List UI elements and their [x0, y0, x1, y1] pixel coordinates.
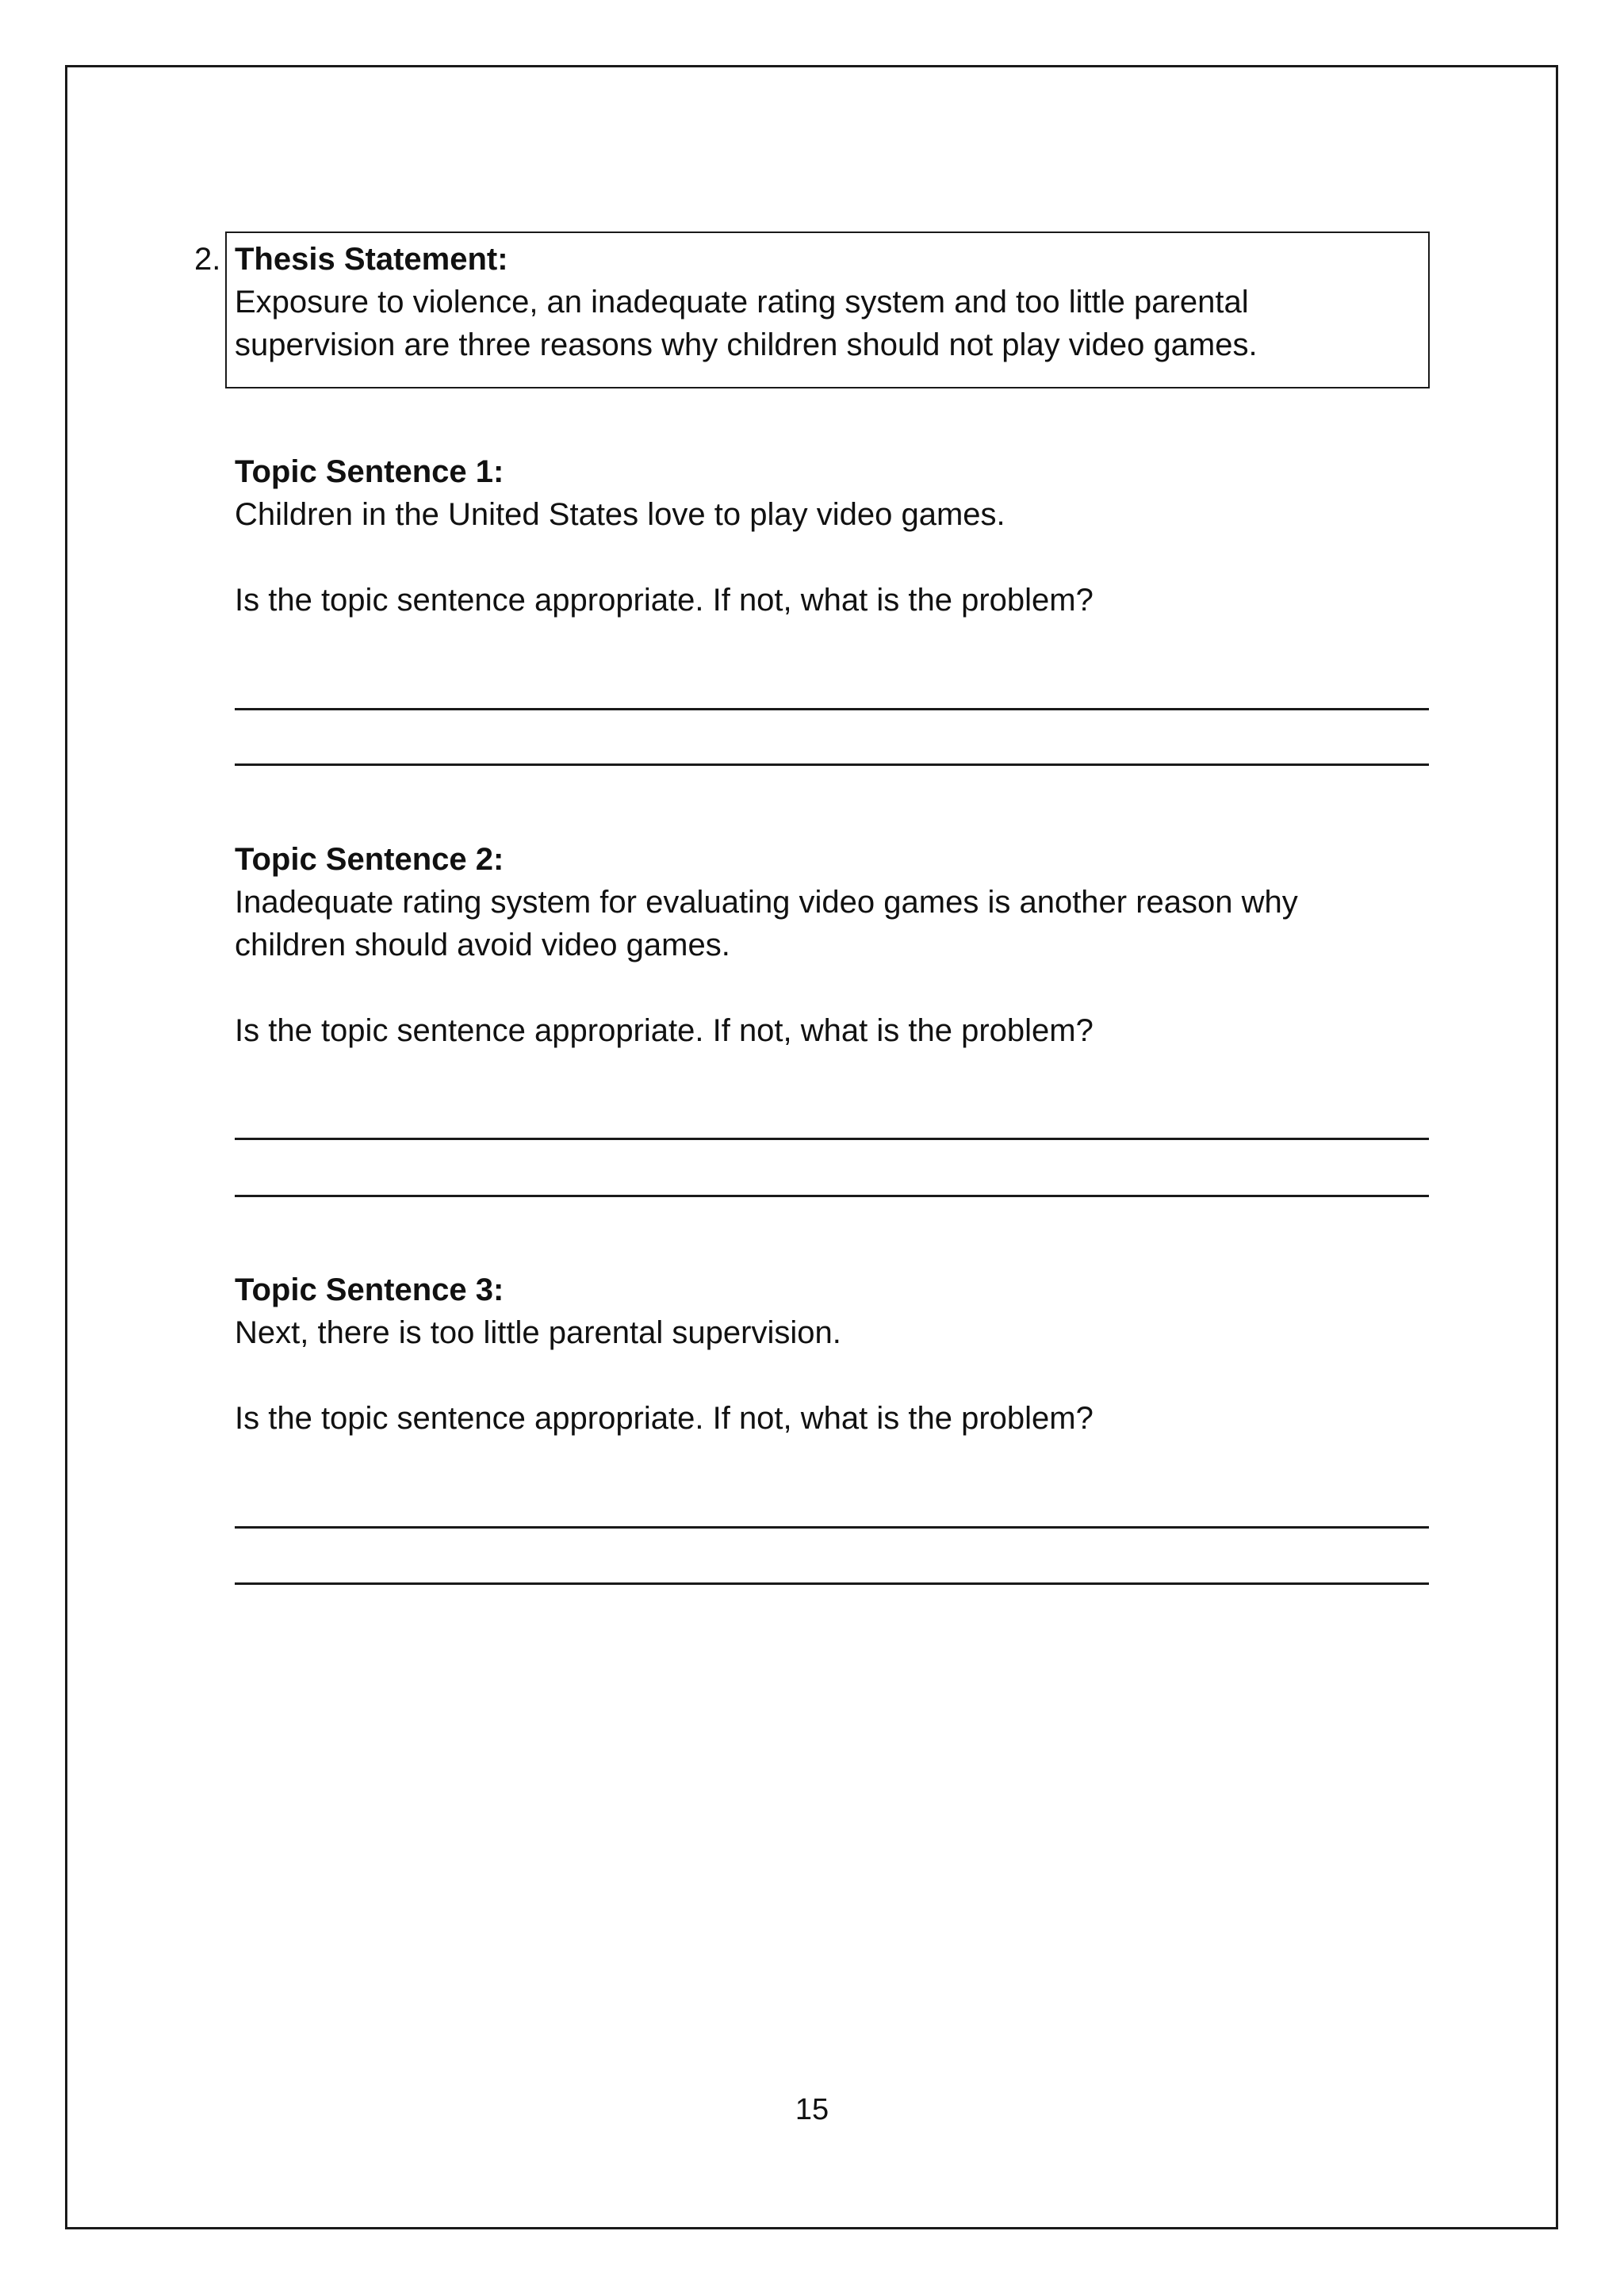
- topic-sentence-2-text-line-1: Inadequate rating system for evaluating video games is another reason why: [235, 885, 1298, 920]
- topic-sentence-2-heading: Topic Sentence 2:: [235, 842, 504, 877]
- topic-sentence-3-question: Is the topic sentence appropriate. If not, what is the problem?: [235, 1401, 1094, 1436]
- topic-sentence-1-text: Children in the United States love to play video games.: [235, 497, 1005, 532]
- topic-sentence-2-text-line-2: children should avoid video games.: [235, 928, 730, 962]
- answer-line-2a[interactable]: [235, 1138, 1429, 1140]
- thesis-box: [225, 232, 1430, 388]
- topic-sentence-2: [235, 838, 1424, 1052]
- answer-line-1b[interactable]: [235, 763, 1429, 766]
- topic-sentence-3-text: Next, there is too little parental supervision.: [235, 1315, 841, 1350]
- page-border: [65, 65, 1558, 2229]
- topic-sentence-3-heading: Topic Sentence 3:: [235, 1272, 504, 1307]
- item-number: 2.: [194, 242, 221, 277]
- answer-line-3b[interactable]: [235, 1582, 1429, 1585]
- topic-sentence-1-heading: Topic Sentence 1:: [235, 454, 504, 489]
- topic-sentence-1-question: Is the topic sentence appropriate. If not, what is the problem?: [235, 583, 1094, 618]
- page-number: 15: [795, 2093, 829, 2126]
- thesis-heading: Thesis Statement:: [235, 242, 508, 277]
- topic-sentence-2-question: Is the topic sentence appropriate. If not, what is the problem?: [235, 1013, 1094, 1048]
- answer-line-2b[interactable]: [235, 1195, 1429, 1197]
- answer-line-1a[interactable]: [235, 708, 1429, 710]
- topic-sentence-3: [235, 1269, 1424, 1440]
- thesis-line-2: supervision are three reasons why children should not play video games.: [235, 327, 1258, 362]
- answer-line-3a[interactable]: [235, 1526, 1429, 1529]
- topic-sentence-1: [235, 450, 1424, 622]
- thesis-line-1: Exposure to violence, an inadequate rating system and too little parental: [235, 285, 1249, 320]
